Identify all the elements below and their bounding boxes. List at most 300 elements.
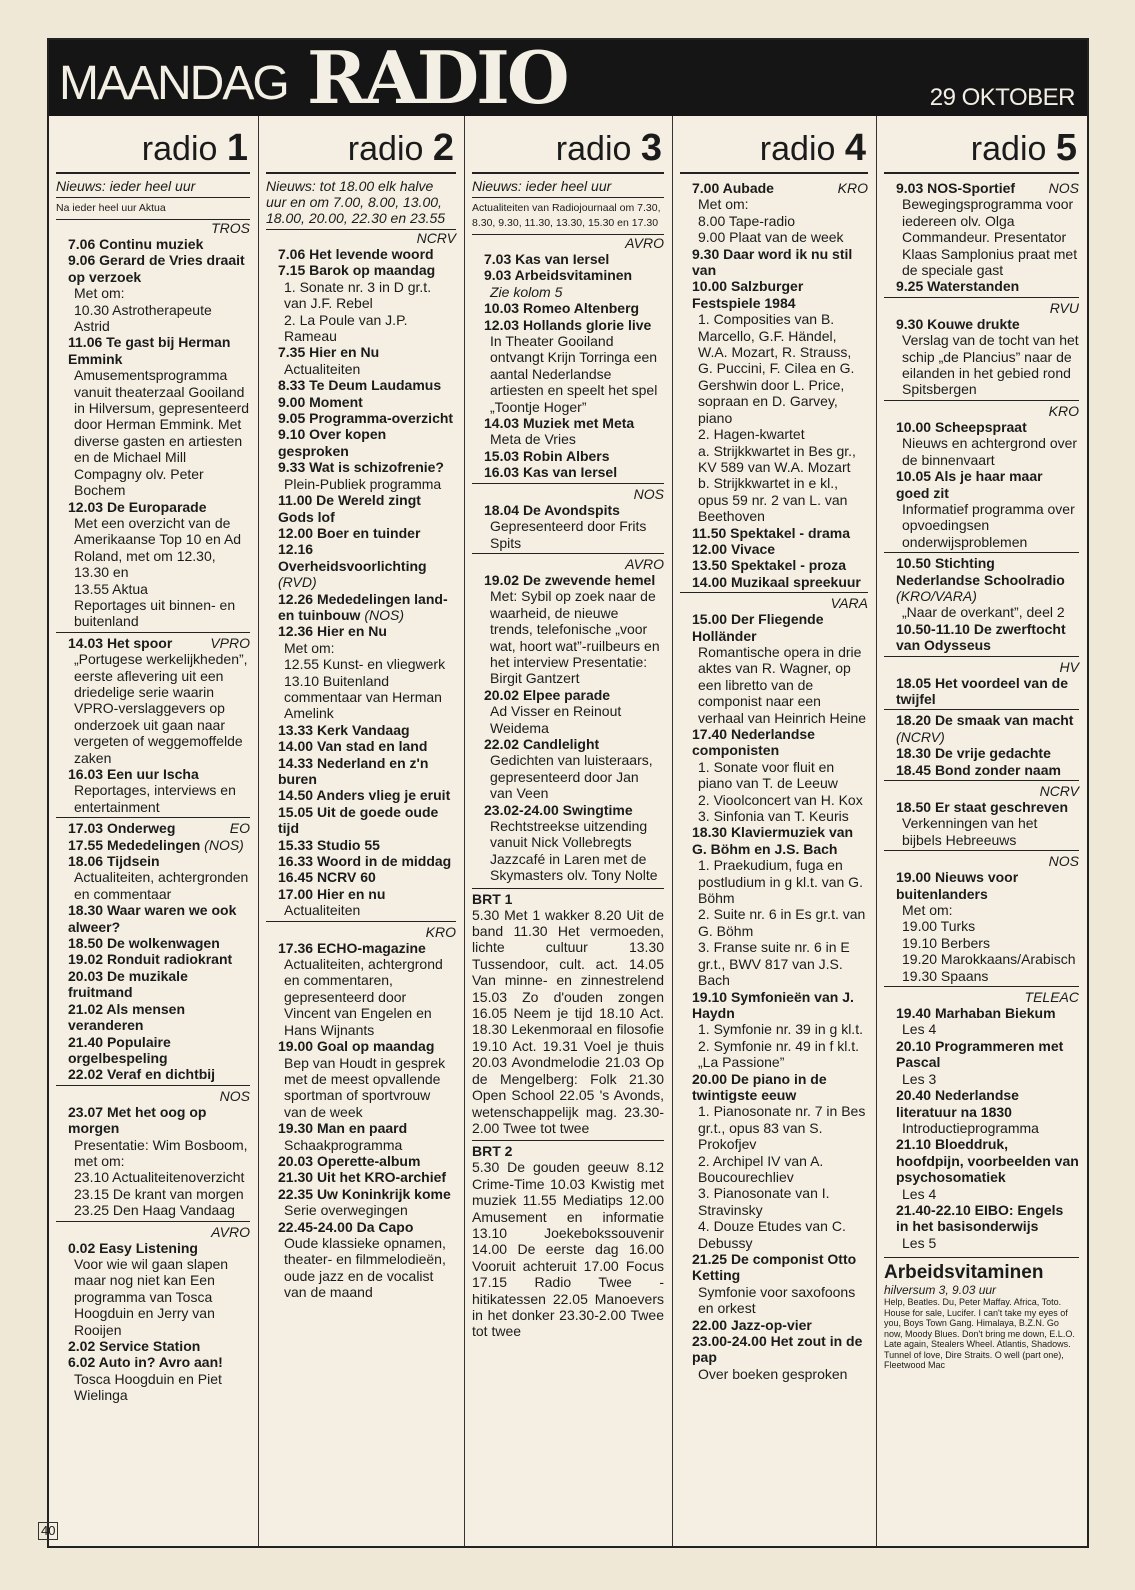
page-number: 40 [38,1522,58,1540]
program-title: Scheepspraat [934,418,1027,435]
program-title: Bond zonder naam [934,761,1061,778]
program-title: De vrije gedachte [934,745,1051,762]
program-entry [266,262,456,278]
program-title: Als mensen veranderen [68,1000,185,1034]
program-entry [266,344,456,360]
program-description: 1. Sonate voor fluit en piano van T. de Leeuw [698,758,838,792]
program-time: 7.00 [692,180,723,196]
program-subitem: 13.55 Aktua [74,580,148,597]
program-entry [56,334,250,367]
program-description: Met om: [698,196,749,213]
program-description: a. Strijkkwartet in Bes gr., KV 589 van W.A. Mozart [698,442,856,475]
program-subitem: 23.25 Den Haag Vandaag [74,1202,235,1219]
program-entry [884,1087,1079,1120]
program-description: 2. La Poule van J.P. Rameau [284,311,408,345]
program-entry [266,722,456,738]
program-entry [884,709,1079,745]
header-banner [49,35,1087,120]
broadcaster-label: AVRO [472,553,664,572]
program-description: Met: Sybil op zoek naar de waarheid, de nieuwe trends, telefonische „voor wat, hoort wat”-ruilbeurs en het interview Presentatie: Birgit Gantzert [490,588,660,687]
program-entry [266,1038,456,1054]
program-subitem: 9.00 Plaat van de week [698,229,844,246]
radio-guide-page [47,35,1089,1548]
program-title: Overheidsvoorlichting [278,557,427,574]
program-time: 23.07 [68,1103,107,1120]
broadcaster-label: NOS [56,1085,250,1104]
program-title: Er staat geschreven [934,799,1069,815]
program-description: 2. Suite nr. 6 in Es gr.t. van G. Böhm [698,906,866,939]
program-time: 18.30 [896,745,935,762]
program-time: 7.35 [278,344,310,361]
program-time: 2.02 [68,1338,100,1354]
program-time: 19.00 [896,869,935,886]
program-time: 18.05 [896,674,935,691]
brt-heading: BRT 2 [472,1143,513,1160]
program-title: Van stad en land [316,738,428,755]
station-column-r4 [673,116,877,1546]
program-entry [680,180,868,196]
program-list [266,230,456,1301]
program-entry [472,502,664,518]
program-time: 18.30 [68,902,107,919]
program-description: Informatief programma over opvoedingsen onderwijsproblemen [902,500,1075,550]
program-title: Da Capo [356,1218,414,1235]
program-list [884,180,1079,1251]
program-time: 10.50 [896,555,935,572]
program-time: 19.30 [278,1120,317,1137]
program-entry [266,525,456,541]
program-title: Romeo Altenberg [522,300,640,317]
program-time: 15.03 [484,447,523,464]
program-time: 7.15 [278,262,310,279]
program-description: Symfonie voor saxofoons en orkest [698,1283,856,1317]
program-entry [680,1071,868,1104]
program-title: Mededelingen [106,836,201,853]
program-entry [266,591,456,624]
program-title: Jazz-op-vier [730,1316,812,1333]
program-time: 17.36 [278,939,317,956]
program-time: 14.03 [484,415,523,432]
program-time: 18.50 [68,935,107,952]
station-column-r5 [877,116,1087,1546]
program-title: Een uur Ischa [106,766,199,782]
program-entry [680,574,868,590]
program-entry [266,1153,456,1169]
broadcaster-label: AVRO [625,235,664,251]
program-entry [680,278,868,311]
program-entry [266,623,456,639]
program-description: 2. Hagen-kwartet [698,426,805,443]
broadcaster-label: EO [229,820,250,837]
program-time: 20.03 [278,1152,317,1169]
program-description: b. Strijkkwartet in e kl., opus 59 nr. 2 van L. van Beethoven [698,475,848,525]
arbeidsvitaminen-playlist: Help, Beatles. Du, Peter Maffay. Africa, Toto. House for sale, Lucifer. I can't take my eyes of you, Boys Town Gang. Himalaya, B.Z.N. Go now, Moody Blues. Don't bring me down, E.L.O. Late again, Stealers Wheel. Atlantis, Shadows. Tunnel of love, Dire Straits. O well (part one), Fleetwood Mac [884,1297,1075,1371]
program-time: 22.00 [692,1316,731,1333]
broadcaster-label: NOS [1048,180,1079,196]
program-title: Der Fliegende Holländer [692,611,824,644]
program-description: Amusementsprogramma vanuit theaterzaal Gooiland in Hilversum, gepresenteerd door Herman Emmink. Met diverse gasten en artiesten en de Michael Mill Compagny olv. Peter Bochem [74,367,250,499]
program-time: 11.00 [278,492,317,509]
program-entry [884,1136,1079,1185]
station-title-number: 3 [640,127,662,169]
program-note: (NOS) [360,606,404,623]
program-title: Service Station [99,1338,201,1354]
program-entry [56,1104,250,1137]
station-title-number: 5 [1055,127,1077,169]
program-title: De Europarade [106,498,207,515]
program-subitem: 19.30 Spaans [902,967,989,984]
program-description: 1. Composities van B. Marcello, G.F. Händel, W.A. Mozart, R. Strauss, G. Puccini, F. Cilea en G. Gershwin door L. Price, sopraan en D. Garvey, piano [698,311,855,426]
program-entry [266,804,456,837]
program-title: Het spoor [106,634,173,651]
program-description: Zie kolom 5 [490,283,563,300]
program-entry [266,853,456,869]
program-entry [472,448,664,464]
program-title: De componist Otto Ketting [692,1251,857,1284]
program-time: 16.45 [278,869,317,886]
program-entry [472,464,664,480]
program-title: Programmeren met Pascal [896,1037,1064,1071]
program-description: 1. Pianosonate nr. 7 in Bes gr.t., opus 83 van S. Prokofjev [698,1103,866,1153]
program-entry [472,317,664,333]
program-subitem: 12.55 Kunst- en vliegwerk [284,656,446,673]
program-time: 9.30 [692,245,724,262]
program-time: 21.30 [278,1169,317,1186]
program-description: Les 4 [902,1185,937,1202]
program-title: Goal op maandag [316,1038,435,1055]
program-title: Candlelight [522,735,600,752]
program-entry [266,1169,456,1185]
program-entry [266,246,456,262]
program-entry [56,902,250,935]
program-title: De zwevende hemel [522,571,656,588]
program-entry [680,726,868,759]
program-title: Kouwe drukte [927,315,1020,332]
program-title: Spektakel - proza [730,557,847,574]
program-description: Nieuws en achtergrond over de binnenvaart [902,435,1078,468]
program-entry [884,745,1079,761]
program-description: Reportages, interviews en entertainment [74,782,236,815]
program-title: Swingtime [562,801,633,818]
program-entry [472,802,664,818]
program-time: 21.25 [692,1251,731,1267]
program-time: 11.06 [68,334,107,351]
program-subitem: 13.10 Buitenland commentaar van Herman Amelink [284,672,442,722]
program-time: 19.02 [484,571,523,588]
program-entry [266,492,456,525]
program-time: 20.03 [68,967,107,984]
program-title: Boer en tuinder [316,524,421,541]
program-description: Verkenningen van het bijbels Hebreeuws [902,815,1038,848]
program-description: Actualiteiten, achtergronden en commentaar [74,869,249,902]
program-time: 17.03 [68,820,107,837]
program-description: Met om: [284,639,335,656]
program-entry [884,552,1079,604]
program-time: 10.03 [484,300,523,317]
program-entry [472,687,664,703]
station-title-word: radio [555,130,641,168]
station-title [472,128,664,174]
program-title: Kerk Vandaag [316,721,410,738]
station-title [56,128,250,174]
program-title: Symfonieën van J. Haydn [692,988,854,1021]
program-entry [56,1338,250,1354]
station-title [266,128,456,174]
program-entry [266,837,456,853]
program-description: Gepresenteerd door Frits Spits [490,518,647,551]
program-subitem: 10.30 Astrotherapeute Astrid [74,301,212,335]
program-subitem: Met om: [74,285,125,302]
program-entry [884,278,1079,294]
program-entry [680,611,868,644]
program-subitem: 19.00 Turks [902,918,976,935]
program-title: Nederlandse literatuur na 1830 [896,1087,1019,1120]
broadcaster-label: KRO [266,921,456,940]
program-subitem: 19.20 Marokkaans/Arabisch [902,951,1076,968]
program-entry [884,869,1079,902]
program-title: Mededelingen land- en tuinbouw [278,590,448,623]
program-entry [472,300,664,316]
station-title-word: radio [347,130,433,168]
program-entry [266,410,456,426]
program-entry [680,246,868,279]
program-title: De Wereld zingt Gods lof [278,492,421,525]
program-title: Hier en Nu [309,344,380,361]
brt-block [472,888,664,1137]
station-title [884,128,1079,174]
station-title-word: radio [141,130,227,168]
program-title: Hollands glorie live [522,316,652,333]
program-title: Als je haar maar goed zit [896,468,1043,501]
program-description: Plein-Publiek programma [284,475,442,492]
program-description: Schaakprogramma [284,1136,403,1153]
program-time: 10.00 [896,418,935,435]
program-entry [472,572,664,588]
brt-block [472,1140,664,1339]
program-time: 14.50 [278,787,317,804]
program-title: Waar waren we ook alweer? [68,902,237,935]
program-title: Bloeddruk, hoofdpijn, voorbeelden van psychosomatiek [896,1136,1079,1186]
brt-schedule: 5.30 Met 1 wakker 8.20 Uit de band 11.30 Het vermoeden, lichte cultuur 13.30 Tussendoor, cult. act. 14.05 Van minne- en zinnestrelend 15.03 Zo d'ouden zongen 16.05 Neem je tijd 18.10 Act. 18.30 Lekenmoraal en filosofie 19.10 Act. 19.31 Voel je thuis 20.03 Avondmelodie 21.03 Op de Mengelberg: Folk 21.30 Open School 22.05 's Avonds, wetenschappelijk mag. 23.30-2.00 Twee tot twee [472,906,664,1136]
program-title: EIBO: Engels in het basisonderwijs [896,1201,1064,1235]
program-entry [56,1034,250,1067]
date-label: 29 OKTOBER [929,84,1075,111]
program-time: 18.04 [484,501,523,518]
program-description: Ad Visser en Reinout Weidema [490,703,622,736]
station-column-r3 [465,116,673,1546]
program-title: Marhaban Biekum [934,1005,1056,1022]
program-entry [266,541,456,590]
program-title: Muzikaal spreekuur [730,573,861,590]
program-entry [680,525,868,541]
program-time: 13.50 [692,557,731,574]
program-time: 21.02 [68,1000,107,1017]
station-title-number: 1 [226,127,248,169]
program-entry [266,1186,456,1202]
program-list [56,220,250,1404]
program-title: Populaire orgelbespeling [68,1033,171,1066]
program-description: Bep van Houdt in gesprek met de meest opvallende sportman of sportvrouw van de week [284,1054,446,1120]
program-description: Reportages uit binnen- en buitenland [74,596,236,630]
program-title: Kas van Iersel [515,251,610,267]
broadcaster-label: NOS [884,850,1079,869]
program-entry [56,951,250,967]
program-time: 15.33 [278,836,317,853]
program-description: Oude klassieke opnamen, theater- en filmmelodieën, oude jazz en de vocalist van de maand [284,1234,446,1301]
program-title: Te Deum Laudamus [309,377,442,394]
station-title-word: radio [970,130,1056,168]
program-entry [680,989,868,1022]
program-time: 15.00 [692,611,731,628]
program-description: Serie overwegingen [284,1202,408,1219]
station-columns [49,116,1087,1546]
program-entry [884,762,1079,778]
program-time: 11.50 [692,524,731,541]
program-time: 9.06 [68,252,100,269]
program-time: 22.45-24.00 [278,1218,357,1235]
program-entry [472,251,664,267]
program-title: Het levende woord [309,246,434,262]
program-time: 0.02 [68,1239,100,1256]
program-time: 20.10 [896,1037,935,1054]
program-description: Gedichten van luisteraars, gepresenteerd door Jan van Veen [490,752,653,802]
arbeidsvitaminen-subtitle: hilversum 3, 9.03 uur [884,1283,997,1298]
program-entry [56,499,250,515]
program-time: 13.33 [278,721,317,738]
program-time: 8.33 [278,377,310,394]
program-entry [266,459,456,475]
program-description: 1. Praekudium, fuga en postludium in g kl.t. van G. Böhm [698,857,863,907]
program-description: Rechtstreekse uitzending vanuit Nick Vollebregts Jazzcafé in Laren met de Skymasters olv. Tony Nolte [490,818,658,884]
program-time: 9.30 [896,315,928,332]
program-title: De smaak van macht [934,712,1074,729]
program-title: Robin Albers [522,447,610,464]
program-description: Bewegingsprogramma voor iedereen olv. Olga Commandeur. Presentator Klaas Samplonius praat met de speciale gast [902,196,1078,279]
program-time: 18.50 [896,799,935,815]
program-time: 16.03 [484,464,523,481]
program-title: Nederland en z'n buren [278,754,429,787]
program-time: 19.00 [278,1038,317,1055]
program-description: Actualiteiten, achtergrond en commentaren, gepresenteerd door Vincent van Engelen en Hans Wijnants [284,956,443,1038]
program-note: (NOS) [200,836,244,853]
program-time: 7.06 [278,246,310,262]
program-time: 23.00-24.00 [692,1333,771,1350]
program-entry [884,316,1079,332]
program-description: Met een overzicht van de Amerikaanse Top 10 en Ad Roland, met om 12.30, 13.30 en [74,514,242,581]
program-time: 14.00 [278,738,317,755]
brt-schedule: 5.30 De gouden geeuw 8.12 Crime-Time 10.03 Kwistig met muziek 11.55 Mediatips 12.00 Amusement en informatie 13.10 Joekebokssouvenir 14.00 De eerste dag 16.00 Vooruit achteruit 17.00 Focus 17.15 Radio Twee - hitikatessen 22.05 Manoevers in het donker 23.30-2.00 Twee tot twee [472,1159,664,1340]
brt-heading: BRT 1 [472,890,513,907]
program-entry [472,415,664,431]
station-column-r1 [49,116,259,1546]
program-description: Les 3 [902,1070,937,1087]
program-time: 9.03 [484,267,515,284]
program-time: 17.40 [692,726,731,742]
program-entry [680,1317,868,1333]
program-title: Vivace [730,540,776,557]
news-note: Nieuws: ieder heel uur [472,178,664,198]
broadcaster-label: KRO [884,400,1079,419]
program-title: Continu muziek [99,236,204,252]
program-description: Verslag van de tocht van het schip „de Plancius” naar de eilanden in het gebied rond Spitsbergen [902,332,1079,398]
program-title: Nederlandse componisten [692,726,815,759]
station-title-number: 2 [432,127,454,169]
program-time: 17.55 [68,836,107,853]
program-title: Met het oog op morgen [68,1103,207,1137]
program-time: 22.02 [68,1066,107,1083]
broadcaster-label: NCRV [884,780,1079,799]
program-entry [266,755,456,788]
program-entry [884,1202,1079,1235]
program-title: NCRV 60 [316,869,376,886]
program-description: Les 4 [902,1021,937,1038]
program-entry [266,869,456,885]
program-entry [884,1038,1079,1071]
program-time: 18.20 [896,712,935,729]
program-subitem: 19.10 Berbers [902,934,990,951]
program-entry [56,1240,250,1256]
program-entry [680,541,868,557]
program-time: 21.40-22.10 [896,1201,975,1218]
program-entry [266,940,456,956]
program-title: Studio 55 [316,836,380,853]
program-title: Man en paard [316,1120,408,1137]
program-entry [56,236,250,252]
program-entry [884,799,1079,815]
program-time: 10.00 [692,278,731,295]
program-entry [266,787,456,803]
program-time: 18.45 [896,761,935,778]
program-title: Barok op maandag [309,262,436,279]
program-time: 12.16 [278,541,314,558]
program-title: Onderweg [106,820,176,837]
program-time: 16.03 [68,766,107,782]
broadcaster-label: VARA [680,592,868,611]
program-description: 4. Douze Etudes van C. Debussy [698,1218,846,1251]
program-title: Uit de goede oude tijd [278,803,439,837]
program-description: In Theater Gooiland ontvangt Krijn Torringa een aantal Nederlandse artiesten en speelt het spel „Toontje Hoger” [490,333,658,415]
program-entry [884,1005,1079,1021]
program-description: 3. Franse suite nr. 6 in E gr.t., BWV 817 van J.S. Bach [698,939,850,989]
program-time: 19.10 [692,988,731,1005]
program-description: 1. Sonate nr. 3 in D gr.t. van J.F. Rebel [284,278,432,312]
program-entry [56,817,250,836]
program-time: 14.03 [68,634,107,651]
program-entry [472,267,664,283]
program-description: Actualiteiten [284,902,361,919]
program-time: 19.02 [68,951,107,968]
program-title: Salzburger Festspiele 1984 [692,278,804,311]
news-note: Nieuws: tot 18.00 elk halve uur en om 7.00, 8.00, 13.00, 18.00, 20.00, 22.30 en 23.55 [266,178,456,230]
program-title: Het voordeel van de twijfel [896,674,1068,707]
program-description: Voor wie wil gaan slapen maar nog niet kan Een programma van Tosca Hoogduin en Jerry van Rooijen [74,1255,229,1338]
program-description: Introductieprogramma [902,1119,1039,1136]
program-entry [56,837,250,853]
program-entry [266,1219,456,1235]
program-time: 21.10 [896,1136,935,1153]
program-title: Muziek met Meta [522,415,635,432]
program-title: Spektakel - drama [730,524,850,541]
program-title: ECHO-magazine [316,939,426,956]
program-time: 23.02-24.00 [484,801,563,818]
program-time: 9.25 [896,278,928,295]
program-title: De Avondspits [522,501,620,518]
program-entry [266,394,456,410]
station-title [680,128,868,174]
program-title: Moment [309,393,363,410]
program-time: 12.00 [692,540,731,557]
program-title: Programma-overzicht [309,410,454,427]
